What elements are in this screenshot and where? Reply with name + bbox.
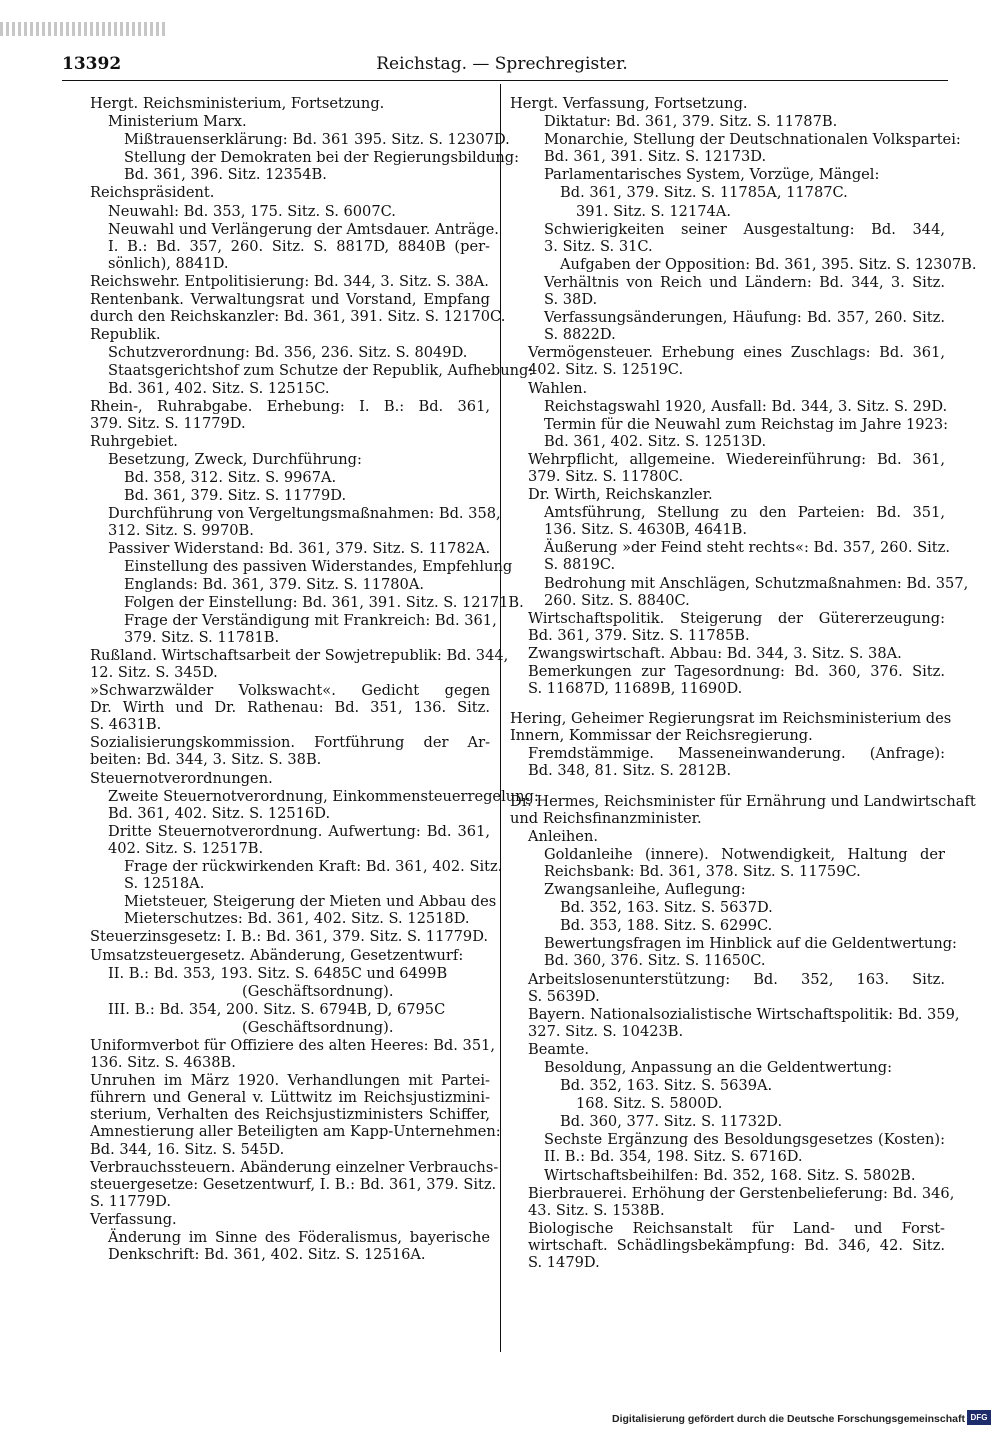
register-entry	[510, 451, 945, 485]
entry-line: S. 5639D.	[528, 987, 600, 1005]
entry-line: Steuerzinsgesetz: I. B.: Bd. 361, 379. Sitz. S. 11779D.	[90, 928, 489, 946]
register-entry	[510, 166, 945, 183]
entry-line: Fremdstämmige. Masseneinwanderung. (Anfrage):	[528, 745, 945, 763]
entry-line: Anleihen.	[528, 827, 598, 845]
register-entry	[510, 221, 945, 255]
register-entry	[510, 745, 945, 779]
register-entry	[90, 947, 490, 964]
register-entry	[510, 1131, 945, 1165]
page-header	[62, 54, 942, 80]
entry-line: Beamte.	[528, 1040, 590, 1058]
entry-line: Mieterschutzes: Bd. 361, 402. Sitz. S. 12518D.	[124, 910, 470, 928]
register-entry	[510, 574, 969, 609]
register-entry	[510, 828, 945, 845]
register-entry	[510, 610, 945, 644]
entry-line: Besetzung, Zweck, Durchführung:	[108, 450, 362, 468]
register-entry	[90, 1072, 501, 1158]
entry-line: Englands: Bd. 361, 379. Sitz. S. 11780A.	[124, 575, 425, 593]
register-entry	[510, 1005, 960, 1040]
entry-line: Dr. Wirth, Reichskanzler.	[528, 486, 713, 504]
entry-line: Biologische Reichsanstalt für Land- und Forst-	[528, 1219, 945, 1237]
entry-line: führern und General v. Lüttwitz im Reichsjustizmini-	[90, 1089, 490, 1107]
register-entry	[510, 645, 945, 662]
entry-line: Steuernotverordnungen.	[90, 769, 273, 787]
register-entry	[90, 487, 490, 504]
dfg-logo: DFG	[967, 1410, 991, 1425]
entry-line: 12. Sitz. S. 345D.	[90, 664, 218, 681]
entry-line: Verhältnis von Reich und Ländern: Bd. 344, 3. Sitz.	[544, 273, 945, 291]
register-entry	[90, 398, 490, 432]
register-entry	[90, 451, 490, 468]
entry-line: Bd. 360, 377. Sitz. S. 11732D.	[560, 1113, 783, 1131]
entry-line: Mißtrauenserklärung: Bd. 361 395. Sitz. S. 12307D.	[124, 131, 510, 149]
header-rule	[62, 80, 948, 81]
entry-line: Hergt. Verfassung, Fortsetzung.	[510, 95, 748, 112]
register-entry	[90, 858, 503, 893]
entry-line: Arbeitslosenunterstützung: Bd. 352, 163. Sitz.	[528, 970, 945, 988]
entry-line: Bd. 358, 312. Sitz. S. 9967A.	[124, 468, 337, 486]
entry-line: Wirtschaftspolitik. Steigerung der Gütererzeugung:	[528, 609, 945, 627]
entry-line: S. 1479D.	[528, 1254, 600, 1271]
register-entry	[90, 95, 490, 112]
register-entry	[90, 770, 490, 787]
register-entry	[90, 734, 490, 768]
register-entry	[510, 663, 945, 697]
entry-line: Rußland. Wirtschaftsarbeit der Sowjetrepublik: Bd. 344,	[90, 646, 509, 664]
entry-line: Bd. 361, 402. Sitz. S. 12516D.	[108, 804, 331, 822]
entry-line: 136. Sitz. S. 4630B, 4641B.	[544, 521, 748, 539]
entry-line: 402. Sitz. S. 12519C.	[528, 361, 684, 379]
entry-line: Bd. 361, 396. Sitz. 12354B.	[124, 166, 327, 184]
entry-line: 379. Sitz. S. 11779D.	[90, 414, 246, 432]
register-entry	[510, 1095, 945, 1112]
register-entry	[90, 1229, 490, 1263]
register-entry	[510, 881, 945, 898]
register-entry	[510, 397, 948, 415]
entry-line: 379. Sitz. S. 11780C.	[528, 467, 684, 485]
entry-line: II. B.: Bd. 353, 193. Sitz. S. 6485C und 6499B	[108, 964, 448, 982]
entry-line: S. 11687D, 11689B, 11690D.	[528, 680, 743, 698]
entry-line: Unruhen im März 1920. Verhandlungen mit Partei-	[90, 1072, 490, 1090]
entry-line: Vermögensteuer. Erhebung eines Zuschlags: Bd. 361,	[528, 344, 945, 362]
register-entry	[90, 505, 501, 540]
entry-line: Republik.	[90, 326, 161, 344]
entry-line: Parlamentarisches System, Vorzüge, Mängel:	[544, 166, 880, 184]
register-entry	[510, 344, 945, 378]
register-entry	[90, 593, 524, 611]
entry-line: Bayern. Nationalsozialistische Wirtschaftspolitik: Bd. 359,	[528, 1005, 960, 1023]
entry-line: S. 8819C.	[544, 556, 616, 574]
entry-line: S. 11779D.	[90, 1192, 171, 1210]
entry-line: und Reichsfinanzminister.	[510, 809, 702, 827]
entry-line: Hering, Geheimer Regierungsrat im Reichsministerium des	[510, 710, 952, 728]
entry-line: Ministerium Marx.	[108, 113, 247, 131]
register-entry	[90, 787, 539, 822]
register-entry	[510, 792, 976, 827]
entry-line: Diktatur: Bd. 361, 379. Sitz. S. 11787B.	[544, 113, 838, 131]
digitization-credit: Digitalisierung gefördert durch die Deutsche Forschungsgemeinschaft	[612, 1413, 965, 1425]
entry-line: Äußerung »der Feind steht rechts«: Bd. 357, 260. Sitz.	[544, 539, 950, 557]
register-entry	[510, 935, 957, 970]
register-entry	[90, 131, 510, 149]
register-entry	[90, 344, 490, 361]
entry-line: Besoldung, Anpassung an die Geldentwertung:	[544, 1058, 893, 1076]
right-column	[510, 95, 977, 1272]
register-entry	[510, 1184, 955, 1219]
entry-line: sönlich), 8841D.	[108, 254, 229, 272]
register-entry	[90, 1036, 496, 1072]
entry-line: Verfassung.	[90, 1210, 177, 1228]
page-number: 13392	[62, 54, 122, 74]
left-column	[90, 95, 539, 1264]
page-title: Reichstag. — Sprechregister.	[376, 54, 628, 74]
register-entry	[510, 1059, 945, 1076]
register-entry	[510, 539, 950, 574]
entry-line: Bd. 361, 402. Sitz. S. 12513D.	[544, 432, 767, 450]
entry-line: 312. Sitz. S. 9970B.	[108, 522, 254, 540]
entry-line: Bd. 348, 81. Sitz. S. 2812B.	[528, 762, 732, 780]
register-entry	[510, 255, 977, 273]
entry-line: Passiver Widerstand: Bd. 361, 379. Sitz. S. 11782A.	[108, 540, 491, 558]
entry-line: Wehrpflicht, allgemeine. Wiedereinführung: Bd. 361,	[528, 450, 945, 468]
register-entry	[90, 203, 490, 220]
entry-line: Amtsführung, Stellung zu den Parteien: Bd. 351,	[544, 504, 945, 522]
entry-line: Reichsbank: Bd. 361, 378. Sitz. S. 11759C.	[544, 862, 861, 880]
register-entry	[90, 1158, 499, 1210]
entry-line: Ruhrgebiet.	[90, 432, 178, 450]
entry-line: Wahlen.	[528, 379, 588, 397]
entry-line: Zwangswirtschaft. Abbau: Bd. 344, 3. Sitz. S. 38A.	[528, 644, 902, 662]
entry-line: S. 4631B.	[90, 716, 162, 734]
register-entry	[90, 558, 513, 593]
entry-line: Bedrohung mit Anschlägen, Schutzmaßnahmen: Bd. 357,	[544, 574, 969, 592]
entry-line: Bd. 344, 16. Sitz. S. 545D.	[90, 1140, 285, 1158]
register-entry	[510, 917, 945, 934]
entry-line: Reichswehr. Entpolitisierung: Bd. 344, 3. Sitz. S. 38A.	[90, 272, 489, 290]
register-entry	[510, 380, 945, 397]
entry-line: Innern, Kommissar der Reichsregierung.	[510, 727, 813, 745]
entry-line: Änderung im Sinne des Föderalismus, bayerische	[108, 1229, 490, 1246]
entry-line: Rhein-, Ruhrabgabe. Erhebung: I. B.: Bd. 361,	[90, 397, 490, 415]
entry-line: Dritte Steuernotverordnung. Aufwertung: Bd. 361,	[108, 822, 490, 840]
register-entry	[90, 646, 509, 681]
register-entry	[510, 1077, 945, 1094]
entry-line: Bierbrauerei. Erhöhung der Gerstenbelieferung: Bd. 346,	[528, 1184, 955, 1202]
entry-line: I. B.: Bd. 357, 260. Sitz. S. 8817D, 8840B (per-	[108, 237, 490, 255]
register-entry	[90, 682, 490, 733]
entry-line: Bd. 361, 402. Sitz. S. 12515C.	[108, 379, 330, 397]
register-entry	[510, 486, 945, 503]
register-entry	[510, 415, 949, 450]
register-entry	[510, 113, 945, 130]
entry-line: durch den Reichskanzler: Bd. 361, 391. Sitz. S. 12170C.	[90, 308, 506, 326]
entry-line: wirtschaft. Schädlingsbekämpfung: Bd. 346, 42. Sitz.	[528, 1236, 945, 1254]
entry-line: sterium, Verhalten des Reichsjustizministers Schiffer,	[90, 1106, 490, 1124]
column-divider	[500, 84, 501, 1352]
entry-line: Mietsteuer, Steigerung der Mieten und Abbau des	[124, 893, 497, 911]
register-entry	[90, 965, 490, 982]
register-entry	[90, 469, 490, 486]
register-entry	[510, 1167, 945, 1184]
entry-line: S. 8822D.	[544, 326, 616, 344]
register-entry	[90, 1019, 490, 1036]
entry-line: Termin für die Neuwahl zum Reichstag im Jahre 1923:	[544, 415, 949, 433]
entry-line: Bd. 361, 391. Sitz. S. 12173D.	[544, 148, 767, 166]
entry-line: 327. Sitz. S. 10423B.	[528, 1022, 684, 1040]
entry-line: Verfassungsänderungen, Häufung: Bd. 357, 260. Sitz.	[544, 309, 945, 327]
entry-line: Monarchie, Stellung der Deutschnationalen Volkspartei:	[544, 131, 961, 149]
entry-line: Bd. 352, 163. Sitz. S. 5639A.	[560, 1077, 773, 1095]
register-entry	[510, 1113, 945, 1130]
entry-line: Bd. 360, 376. Sitz. S. 11650C.	[544, 952, 766, 970]
entry-line: Reichspräsident.	[90, 184, 215, 202]
register-entry	[510, 710, 952, 745]
entry-line: Umsatzsteuergesetz. Abänderung, Gesetzentwurf:	[90, 946, 464, 964]
entry-line: Amnestierung aller Beteiligten am Kapp-Unternehmen:	[90, 1123, 501, 1141]
entry-line: Uniformverbot für Offiziere des alten Heeres: Bd. 351,	[90, 1036, 496, 1054]
entry-line: Aufgaben der Opposition: Bd. 361, 395. Sitz. S. 12307B.	[560, 255, 977, 273]
entry-line: Neuwahl und Verlängerung der Amtsdauer. Anträge.	[108, 220, 499, 238]
entry-line: »Schwarzwälder Volkswacht«. Gedicht gegen	[90, 682, 490, 700]
entry-line: Dr. Wirth und Dr. Rathenau: Bd. 351, 136. Sitz.	[90, 699, 490, 717]
entry-line: 391. Sitz. S. 12174A.	[576, 202, 731, 220]
entry-line: Verbrauchssteuern. Abänderung einzelner Verbrauchs-	[90, 1158, 499, 1176]
entry-line: Einstellung des passiven Widerstandes, Empfehlung	[124, 558, 513, 576]
entry-line: 3. Sitz. S. 31C.	[544, 237, 653, 255]
register-entry	[510, 131, 961, 166]
entry-line: Wirtschaftsbeihilfen: Bd. 352, 168. Sitz. S. 5802B.	[544, 1166, 916, 1184]
register-entry	[90, 1211, 490, 1228]
register-entry	[90, 433, 490, 450]
entry-line: Bd. 352, 163. Sitz. S. 5637D.	[560, 899, 773, 917]
entry-line: Rentenbank. Verwaltungsrat und Vorstand, Empfang	[90, 291, 490, 309]
register-entry	[90, 362, 534, 397]
entry-line: 136. Sitz. S. 4638B.	[90, 1054, 236, 1072]
entry-spacer	[510, 781, 945, 793]
register-entry	[90, 184, 490, 201]
entry-line: (Geschäftsordnung).	[242, 982, 394, 1000]
entry-line: Reichstagswahl 1920, Ausfall: Bd. 344, 3. Sitz. S. 29D.	[544, 397, 948, 415]
register-entry	[90, 983, 490, 1000]
entry-line: Neuwahl: Bd. 353, 175. Sitz. S. 6007C.	[108, 202, 396, 220]
register-entry	[510, 203, 945, 220]
register-entry	[90, 893, 497, 928]
register-entry	[510, 309, 945, 343]
register-entry	[90, 113, 490, 130]
register-entry	[510, 274, 945, 308]
register-entry	[90, 1001, 490, 1018]
register-entry	[90, 220, 499, 272]
entry-line: (Geschäftsordnung).	[242, 1018, 394, 1036]
entry-line: S. 38D.	[544, 291, 598, 309]
entry-line: Stellung der Demokraten bei der Regierungsbildung:	[124, 149, 520, 167]
entry-line: Bd. 361, 379. Sitz. S. 11779D.	[124, 487, 347, 505]
entry-line: S. 12518A.	[124, 875, 205, 893]
entry-line: 43. Sitz. S. 1538B.	[528, 1201, 665, 1219]
entry-line: Denkschrift: Bd. 361, 402. Sitz. S. 12516A.	[108, 1246, 426, 1264]
entry-line: Bewertungsfragen im Hinblick auf die Geldentwertung:	[544, 935, 957, 953]
register-entry	[510, 971, 945, 1005]
register-entry	[90, 928, 490, 945]
entry-line: Bemerkungen zur Tagesordnung: Bd. 360, 376. Sitz.	[528, 663, 945, 680]
entry-line: III. B.: Bd. 354, 200. Sitz. S. 6794B, D, 6795C	[108, 1000, 446, 1018]
entry-line: 260. Sitz. S. 8840C.	[544, 591, 690, 609]
entry-line: Bd. 353, 188. Sitz. S. 6299C.	[560, 917, 773, 935]
scan-artifact	[0, 22, 165, 36]
entry-line: Hergt. Reichsministerium, Fortsetzung.	[90, 95, 385, 112]
register-entry	[90, 326, 490, 343]
entry-line: Schwierigkeiten seiner Ausgestaltung: Bd. 344,	[544, 220, 945, 238]
entry-line: Frage der Verständigung mit Frankreich: Bd. 361,	[124, 611, 497, 629]
register-entry	[510, 846, 945, 880]
register-entry	[90, 823, 490, 857]
register-entry	[90, 540, 490, 557]
register-entry	[510, 1220, 945, 1271]
entry-line: 402. Sitz. S. 12517B.	[108, 839, 264, 857]
entry-line: Durchführung von Vergeltungsmaßnahmen: Bd. 358,	[108, 505, 501, 523]
entry-line: 379. Sitz. S. 11781B.	[124, 628, 280, 646]
entry-line: Zweite Steuernotverordnung, Einkommensteuerregelung:	[108, 787, 539, 805]
register-entry	[90, 611, 497, 646]
entry-line: Sechste Ergänzung des Besoldungsgesetzes (Kosten):	[544, 1131, 945, 1149]
entry-line: 168. Sitz. S. 5800D.	[576, 1095, 723, 1113]
entry-line: Schutzverordnung: Bd. 356, 236. Sitz. S. 8049D.	[108, 344, 468, 362]
register-entry	[90, 149, 520, 184]
register-entry	[510, 184, 945, 201]
entry-line: Dr. Hermes, Reichsminister für Ernährung und Landwirtschaft	[510, 792, 976, 810]
entry-line: Sozialisierungskommission. Fortführung der Ar-	[90, 734, 490, 752]
entry-line: Bd. 361, 379. Sitz. S. 11785A, 11787C.	[560, 184, 848, 202]
entry-line: Folgen der Einstellung: Bd. 361, 391. Sitz. S. 12171B.	[124, 593, 524, 611]
entry-line: beiten: Bd. 344, 3. Sitz. S. 38B.	[90, 751, 322, 769]
entry-line: Staatsgerichtshof zum Schutze der Republik, Aufhebung:	[108, 362, 534, 380]
entry-line: Bd. 361, 379. Sitz. S. 11785B.	[528, 626, 750, 644]
entry-line: steuergesetze: Gesetzentwurf, I. B.: Bd. 361, 379. Sitz.	[90, 1175, 497, 1193]
register-entry	[90, 291, 506, 326]
register-entry	[510, 95, 945, 112]
register-entry	[90, 273, 490, 290]
entry-spacer	[510, 698, 945, 710]
entry-line: II. B.: Bd. 354, 198. Sitz. S. 6716D.	[544, 1148, 803, 1166]
register-entry	[510, 1041, 945, 1058]
entry-line: Goldanleihe (innere). Notwendigkeit, Haltung der	[544, 845, 945, 863]
entry-line: Frage der rückwirkenden Kraft: Bd. 361, 402. Sitz.	[124, 858, 503, 876]
register-entry	[510, 504, 945, 538]
entry-line: Zwangsanleihe, Auflegung:	[544, 881, 746, 899]
register-entry	[510, 899, 945, 916]
